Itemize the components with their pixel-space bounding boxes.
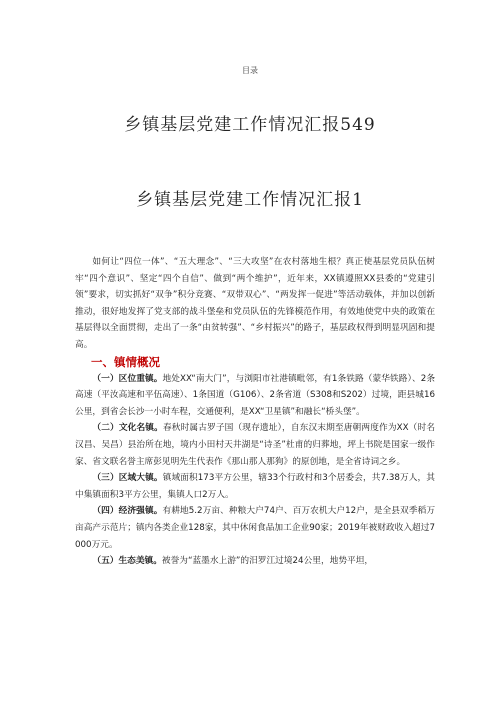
paragraph-lead: （二）文化名镇。 — [92, 423, 163, 434]
document-title: 乡镇基层党建工作情况汇报549 — [124, 115, 376, 135]
paragraph-lead: （三）区域大镇。 — [92, 473, 163, 484]
section-title: 乡镇基层党建工作情况汇报1 — [136, 190, 364, 210]
section-heading: 一、镇情概况 — [91, 354, 160, 369]
paragraph-text: 春秋时属古罗子国（现存遗址），自东汉末期至唐朝两度作为XX（时名汉昌、吴昌）县治所在地，境内小田村天井湖是“诗圣”杜甫的归葬地，坪上书院是国家一级作家、省文联名誉主席彭见明先生代表作《那山那人那狗》的原创地，是全省诗词之乡。 — [75, 423, 436, 467]
paragraph-region — [75, 470, 435, 503]
paragraph-text: 有耕地5.2万亩、种粮大户74户、百万农机大户12户，是全县双季稻万亩高产示范片；镇内各类企业128家，其中休闲食品加工企业90家；2019年被财政收入超过7000万元。 — [75, 506, 436, 550]
paragraph-text: 地处XX“南大门”，与浏阳市社港镇毗邻，有1条铁路（蒙华铁路）、2条高速（平汝高速和平伍高速）、1条国道（G106）、2条省道（S308和S202）过境，距县城16公里，到省会长沙一小时车程，交通便利，是XX“卫星镇”和融长“桥头堡”。 — [75, 373, 436, 417]
paragraph-lead: （一）区位重镇。 — [92, 373, 163, 384]
paragraph-ecology — [75, 553, 435, 570]
paragraph-text: 镇域面积173平方公里，辖33个行政村和3个居委会，共7.38万人，其中集镇面积3平方公里，集镇人口2万人。 — [75, 473, 435, 500]
report-body — [75, 254, 435, 570]
paragraph-lead: （五）生态美镇。 — [92, 556, 162, 567]
paragraph-lead: （四）经济强镇。 — [92, 506, 163, 517]
paragraph-location — [75, 371, 435, 421]
paragraph-text: 被誉为“蓝墨水上游”的汨罗江过境24公里，地势平坦， — [161, 556, 374, 567]
toc-label: 目录 — [242, 66, 258, 75]
intro-paragraph: 如何让“四位一体”、“五大理念”、“三大攻坚”在农村落地生根？真正使基层党员队伍树牢“四个意识”、坚定“四个自信”、做到“两个维护”，近年来，XX镇遵照XX县委的“党建引领”要求，切实抓好“双争”积分竞赛、“双带双心”、“两发挥一促进”等活动载体，并加以创新推动，很好地发挥了党支部的战斗堡垒和党员队伍的先锋模范作用，有效地使党中央的政策在基层得以全面贯彻，走出了一条“由贫转强”、“乡村振兴”的路子，基层政权得到明显巩固和提高。 — [75, 257, 435, 350]
paragraph-culture — [75, 420, 435, 470]
paragraph-economy — [75, 503, 435, 553]
